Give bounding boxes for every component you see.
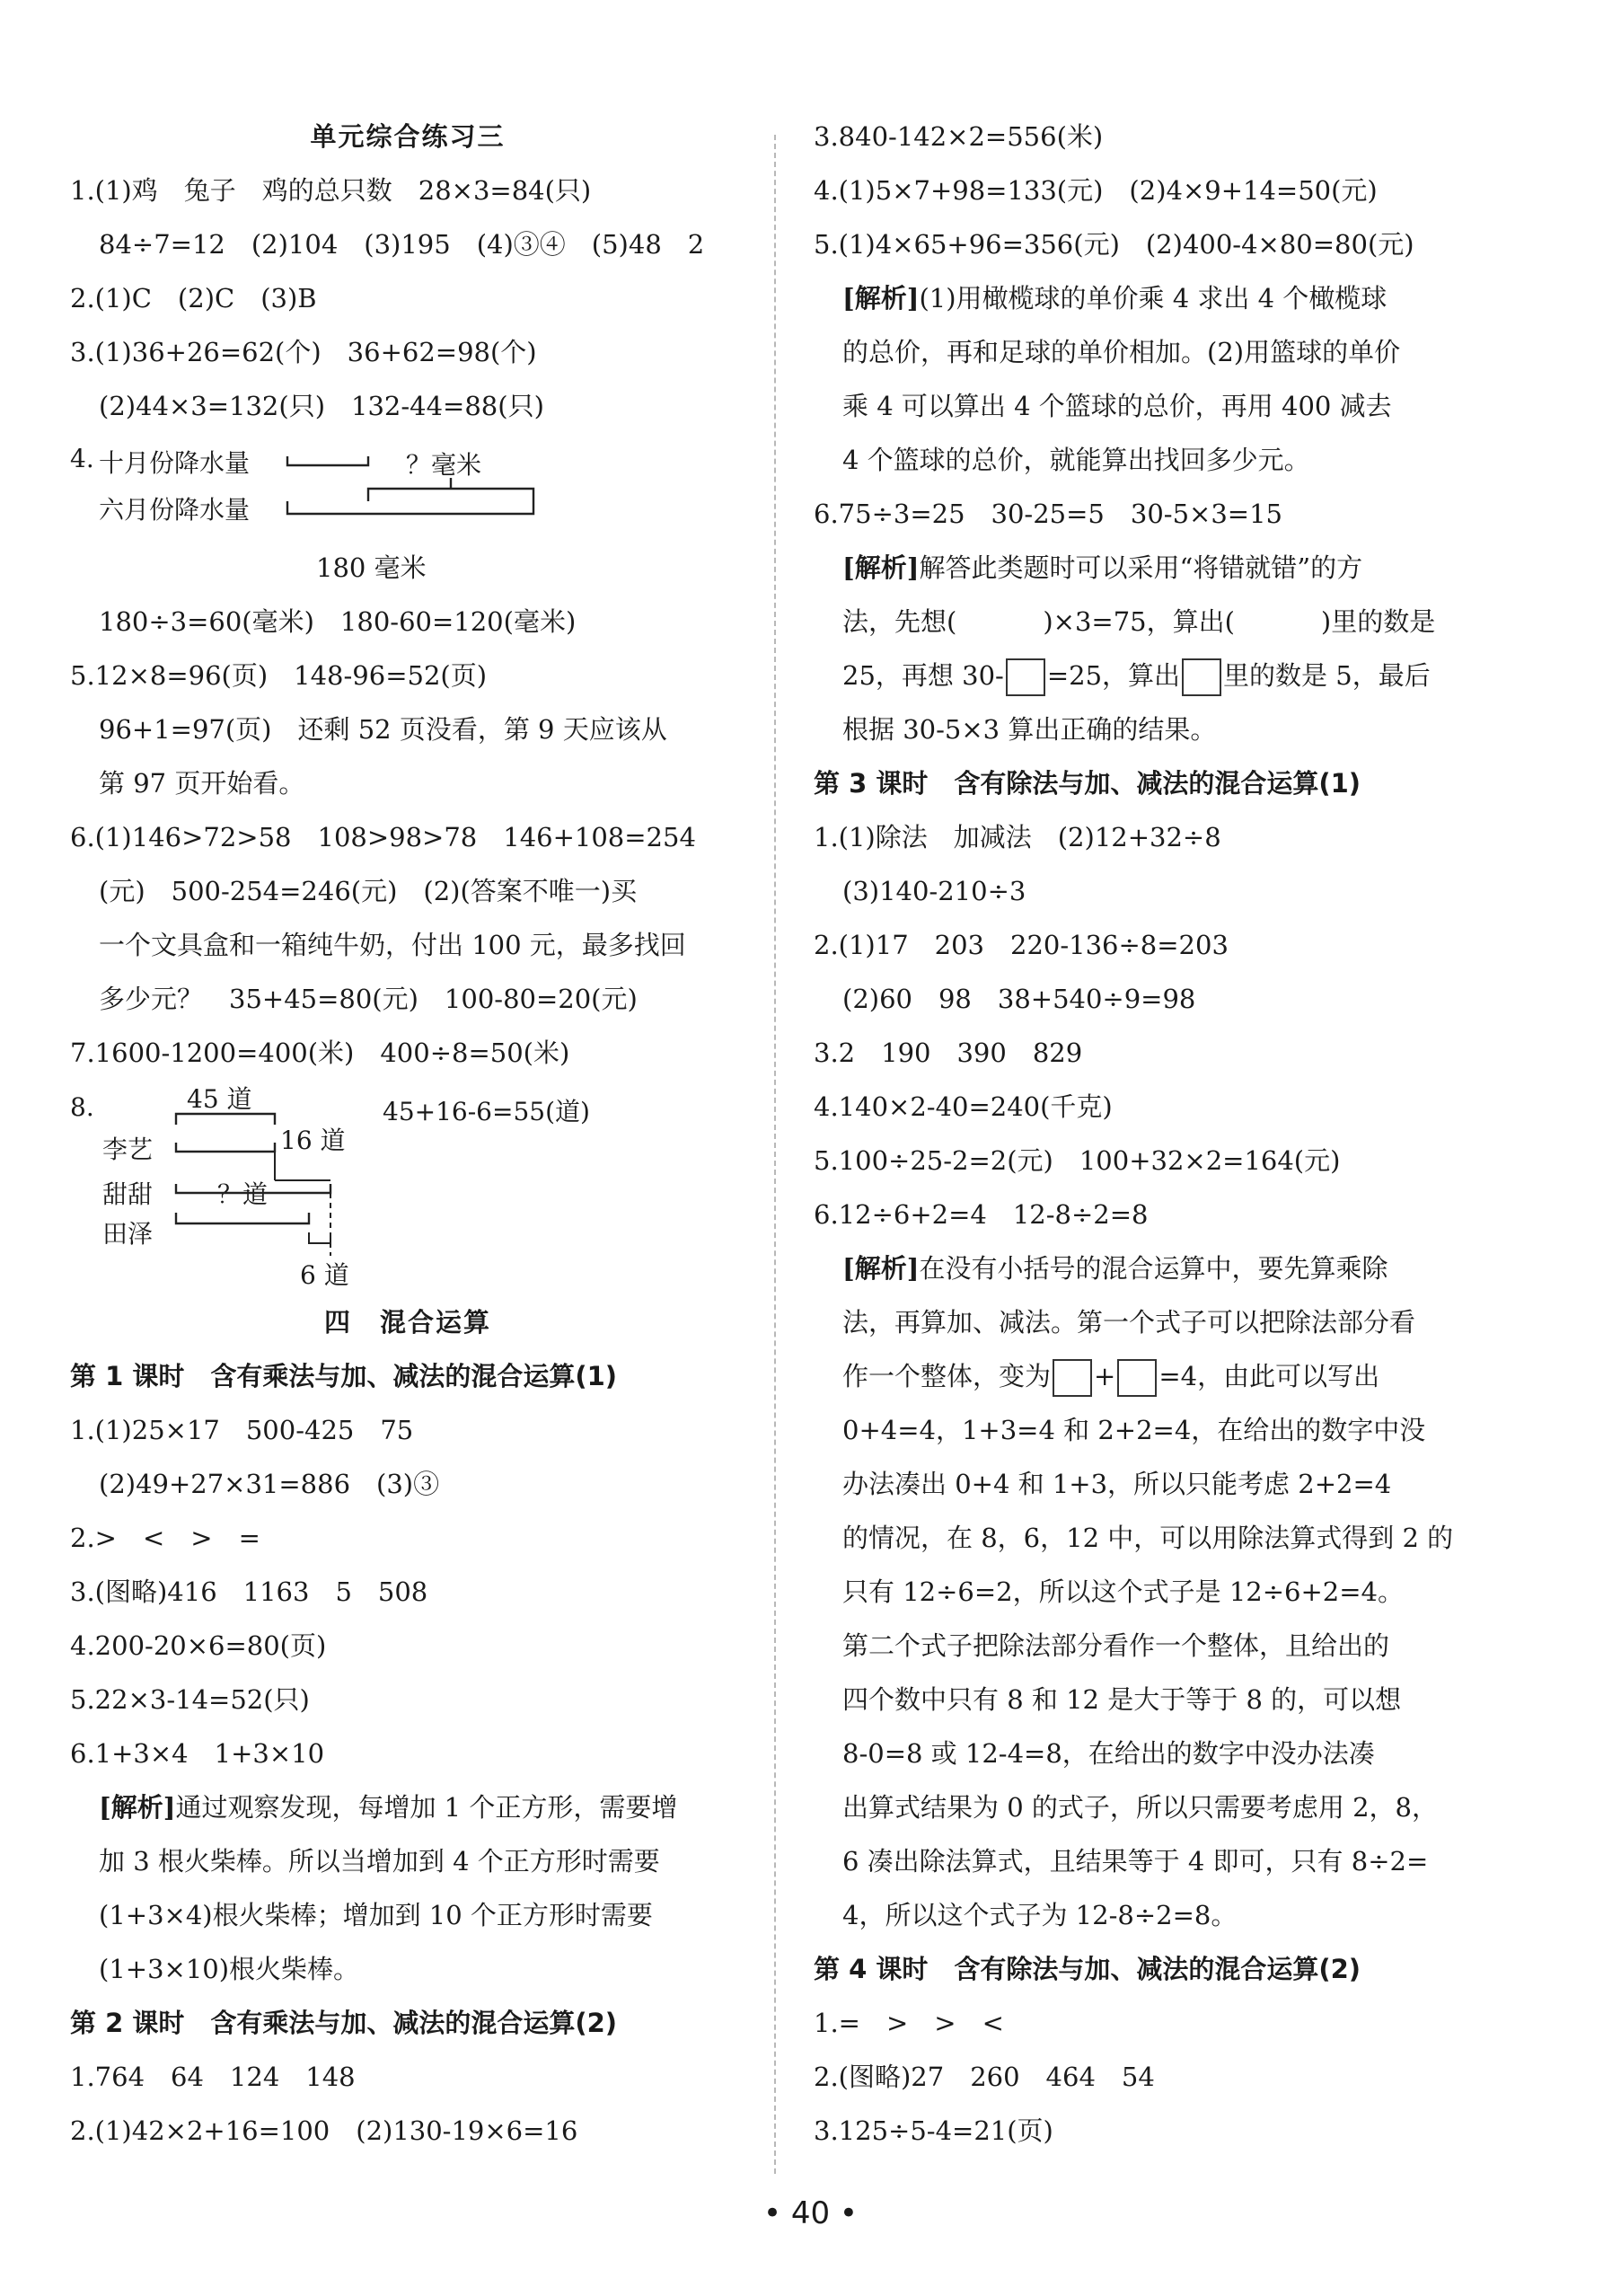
answer-line: 7.1600-1200=400(米) 400÷8=50(米) xyxy=(70,1038,570,1068)
answer-line: 一个文具盒和一箱纯牛奶，付出 100 元，最多找回 xyxy=(99,930,686,960)
analysis-line xyxy=(814,1349,1496,1403)
text-part: )里的数是 xyxy=(1320,606,1436,637)
analysis-tag: [解析] xyxy=(842,1253,920,1284)
answer-line: 5.22×3-14=52(只) xyxy=(70,1684,310,1715)
answer-line: 2.(1)17 203 220-136÷8=203 xyxy=(814,930,1229,960)
answer-line: 96+1=97(页) 还剩 52 页没看，第 9 天应该从 xyxy=(99,714,667,745)
analysis-tag: [解析] xyxy=(99,1792,176,1823)
text-part: 法，先想( xyxy=(842,606,957,637)
answer-line: 4.200-20×6=80(页) xyxy=(70,1630,327,1661)
brace-6 xyxy=(309,1232,330,1243)
analysis-text: 在没有小括号的混合运算中，要先算乘除 xyxy=(919,1253,1388,1284)
rainfall-label-october: 十月份降水量 xyxy=(99,448,251,478)
blank-box xyxy=(1117,1359,1157,1397)
questions-diagram xyxy=(70,1080,745,1295)
name-tiantian: 甜甜 xyxy=(102,1179,154,1209)
text-part: =25，算出 xyxy=(1046,660,1181,691)
analysis-tag: [解析] xyxy=(842,283,920,313)
right-column xyxy=(814,110,1496,2158)
tianze-bar xyxy=(176,1213,309,1223)
october-bar xyxy=(287,456,368,465)
total-label: 180 毫米 xyxy=(316,552,427,583)
june-bar-brace xyxy=(368,489,533,501)
answer-line: (2)44×3=132(只) 132-44=88(只) xyxy=(99,391,544,421)
answer-line: 2.> < > = xyxy=(70,1523,260,1553)
answer-line: 第 97 页开始看。 xyxy=(99,768,305,799)
analysis-line: 第二个式子把除法部分看作一个整体，且给出的 xyxy=(842,1630,1390,1661)
analysis-line: 只有 12÷6=2，所以这个式子是 12÷6+2=4。 xyxy=(842,1576,1404,1607)
answer-line: 4.(1)5×7+98=133(元) (2)4×9+14=50(元) xyxy=(814,175,1378,206)
answer-line: 3.(1)36+26=62(个) 36+62=98(个) xyxy=(70,337,537,367)
analysis-line xyxy=(814,649,1496,702)
lesson-1-title: 第 1 课时 含有乘法与加、减法的混合运算(1) xyxy=(70,1361,618,1391)
answer-line: (2)60 98 38+540÷9=98 xyxy=(842,984,1196,1014)
page-number-value: 40 xyxy=(790,2195,831,2231)
analysis-line xyxy=(814,541,1496,595)
analysis-tag: [解析] xyxy=(842,552,920,583)
analysis-line: 办法凑出 0+4 和 1+3，所以只能考虑 2+2=4 xyxy=(842,1469,1392,1499)
answer-line: 6.1+3×4 1+3×10 xyxy=(70,1738,325,1769)
label-16: 16 道 xyxy=(280,1126,346,1155)
lesson-3-title: 第 3 课时 含有除法与加、减法的混合运算(1) xyxy=(814,768,1361,799)
answer-line: 2.(1)42×2+16=100 (2)130-19×6=16 xyxy=(70,2115,578,2146)
analysis-line xyxy=(814,1241,1496,1295)
blank-box xyxy=(1053,1359,1092,1397)
answer-line: 6.12÷6+2=4 12-8÷2=8 xyxy=(814,1199,1149,1230)
analysis-line: 0+4=4，1+3=4 和 2+2=4，在给出的数字中没 xyxy=(842,1415,1426,1445)
analysis-line xyxy=(70,1780,745,1834)
analysis-line: (1+3×4)根火柴棒；增加到 10 个正方形时需要 xyxy=(99,1900,653,1930)
analysis-line xyxy=(814,271,1496,325)
question-bars xyxy=(70,1080,753,1295)
answer-line: 1.(1)除法 加减法 (2)12+32÷8 xyxy=(814,822,1221,852)
answer-line: (元) 500-254=246(元) (2)(答案不唯一)买 xyxy=(99,876,638,906)
tiantian-bar xyxy=(176,1184,330,1193)
answer-line: 3.(图略)416 1163 5 508 xyxy=(70,1576,428,1607)
liyi-bar xyxy=(176,1143,275,1152)
unit-review-title: 单元综合练习三 xyxy=(310,121,506,152)
page-number: • 40 • xyxy=(762,2195,858,2231)
question-number: 4. xyxy=(70,444,94,473)
answer-line: 1.(1)25×17 500-425 75 xyxy=(70,1415,414,1445)
analysis-line: 8-0=8 或 12-4=8，在给出的数字中没办法凑 xyxy=(842,1738,1375,1769)
label-unknown: ？道 xyxy=(217,1179,269,1209)
answer-line: 1.= > > < xyxy=(814,2008,1004,2038)
rainfall-diagram xyxy=(70,433,745,541)
answer-line: (2)49+27×31=886 (3)③ xyxy=(99,1469,440,1499)
answer-line: 3.840-142×2=556(米) xyxy=(814,121,1104,152)
analysis-line: 6 凑出除法算式，且结果等于 4 即可，只有 8÷2= xyxy=(842,1846,1429,1877)
text-part: 作一个整体，变为 xyxy=(842,1361,1052,1391)
brace-16 xyxy=(275,1152,330,1180)
answer-line: 1.(1)鸡 兔子 鸡的总只数 28×3=84(只) xyxy=(70,175,592,206)
text-part: 里的数是 5，最后 xyxy=(1223,660,1431,691)
analysis-text: 解答此类题时可以采用“将错就错”的方 xyxy=(919,552,1363,583)
answer-line: 4.140×2-40=240(千克) xyxy=(814,1091,1113,1122)
text-part: + xyxy=(1094,1361,1116,1391)
lesson-4-title: 第 4 课时 含有除法与加、减法的混合运算(2) xyxy=(814,1954,1361,1984)
analysis-text: 通过观察发现，每增加 1 个正方形，需要增 xyxy=(175,1792,678,1823)
answer-line: 2.(1)C (2)C (3)B xyxy=(70,283,317,313)
analysis-line: 法，再算加、减法。第一个式子可以把除法部分看 xyxy=(842,1307,1416,1338)
name-liyi: 李艺 xyxy=(102,1135,154,1164)
blank-box xyxy=(1182,658,1221,696)
analysis-text: (1)用橄榄球的单价乘 4 求出 4 个橄榄球 xyxy=(919,283,1388,313)
answer-line: 180÷3=60(毫米) 180-60=120(毫米) xyxy=(99,606,577,637)
answer-line: 多少元？ 35+45=80(元) 100-80=20(元) xyxy=(99,984,638,1014)
section-title: 四 混合运算 xyxy=(323,1307,491,1338)
brace-45 xyxy=(176,1114,275,1125)
answer-line: (3)140-210÷3 xyxy=(842,876,1026,906)
unknown-amount-label: ？毫米 xyxy=(406,450,482,480)
analysis-line: 四个数中只有 8 和 12 是大于等于 8 的，可以想 xyxy=(842,1684,1402,1715)
answer-line: 6.(1)146>72>58 108>98>78 146+108=254 xyxy=(70,822,696,852)
name-tianze: 田泽 xyxy=(102,1219,154,1249)
answer-line: 3.125÷5-4=21(页) xyxy=(814,2115,1053,2146)
question-number: 8. xyxy=(70,1092,94,1122)
answer-line: 3.2 190 390 829 xyxy=(814,1038,1083,1068)
label-45: 45 道 xyxy=(187,1084,252,1114)
analysis-line: 乘 4 可以算出 4 个篮球的总价，再用 400 减去 xyxy=(842,391,1392,421)
blank-box xyxy=(1006,658,1045,696)
answer-line: 84÷7=12 (2)104 (3)195 (4)③④ (5)48 2 xyxy=(99,229,705,260)
answer-line: 5.(1)4×65+96=356(元) (2)400-4×80=80(元) xyxy=(814,229,1414,260)
answer-line: 45+16-6=55(道) xyxy=(383,1097,590,1126)
analysis-line: 的情况，在 8，6，12 中，可以用除法算式得到 2 的 xyxy=(842,1523,1454,1553)
text-part: 25，再想 30- xyxy=(842,660,1004,691)
analysis-line: 加 3 根火柴棒。所以当增加到 4 个正方形时需要 xyxy=(99,1846,660,1877)
rainfall-label-june: 六月份降水量 xyxy=(99,495,251,525)
text-part: )×3=75，算出( xyxy=(1043,606,1235,637)
label-6: 6 道 xyxy=(300,1260,349,1290)
answer-line: 5.100÷25-2=2(元) 100+32×2=164(元) xyxy=(814,1145,1341,1176)
analysis-line: 4 个篮球的总价，就能算出找回多少元。 xyxy=(842,445,1310,475)
text-part: =4，由此可以写出 xyxy=(1158,1361,1380,1391)
column-divider xyxy=(774,135,776,2174)
analysis-line: 4，所以这个式子为 12-8÷2=8。 xyxy=(842,1900,1238,1930)
answer-line: 5.12×8=96(页) 148-96=52(页) xyxy=(70,660,488,691)
left-column xyxy=(70,110,745,2158)
analysis-line: 根据 30-5×3 算出正确的结果。 xyxy=(842,714,1217,745)
answer-line: 1.764 64 124 148 xyxy=(70,2062,356,2092)
lesson-2-title: 第 2 课时 含有乘法与加、减法的混合运算(2) xyxy=(70,2008,618,2038)
answer-line: 6.75÷3=25 30-25=5 30-5×3=15 xyxy=(814,499,1282,529)
analysis-line: 的总价，再和足球的单价相加。(2)用篮球的单价 xyxy=(842,337,1401,367)
answer-line: 2.(图略)27 260 464 54 xyxy=(814,2062,1155,2092)
analysis-line: (1+3×10)根火柴棒。 xyxy=(99,1954,360,1984)
rainfall-bars xyxy=(70,433,753,541)
june-bar xyxy=(287,501,533,514)
analysis-line: 出算式结果为 0 的式子，所以只需要考虑用 2，8， xyxy=(842,1792,1439,1823)
analysis-line xyxy=(814,595,1496,649)
